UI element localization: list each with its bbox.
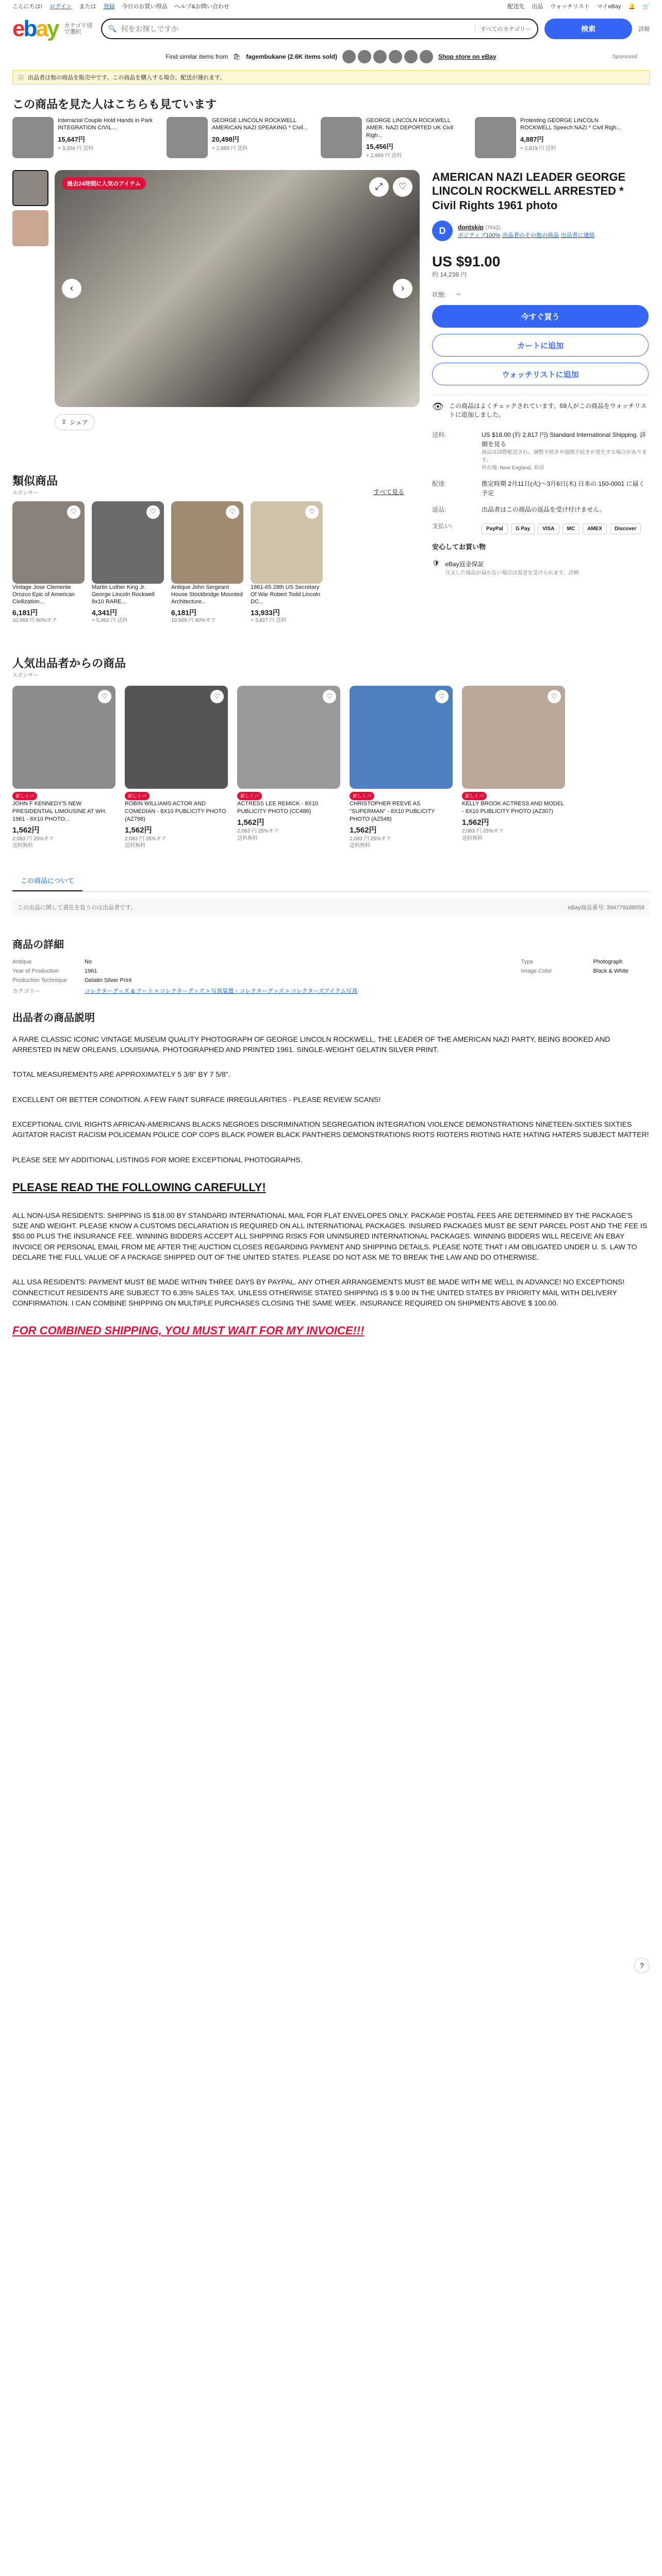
register-link[interactable]: 登録 bbox=[103, 4, 115, 10]
hot-notice: 👁 この商品はよくチェックされています。59人がこの商品をウォッチリストに追加しました。 bbox=[432, 395, 649, 419]
watch-button[interactable]: ウォッチリストに追加 bbox=[432, 363, 649, 385]
heart-icon[interactable]: ♡ bbox=[323, 690, 336, 703]
search-category-select[interactable]: すべてのカテゴリー bbox=[475, 25, 531, 33]
desc-p3: EXCELLENT OR BETTER CONDITION. A FEW FAINT SURFACE IRREGULARITIES - PLEASE REVIEW SCANS! bbox=[12, 1095, 381, 1104]
advanced-search-link[interactable]: 詳細 bbox=[638, 26, 650, 32]
heart-icon[interactable]: ♡ bbox=[67, 505, 80, 519]
seller-feedback[interactable]: ポジティブ100% bbox=[458, 232, 501, 239]
tab-bar bbox=[12, 870, 650, 892]
list-item[interactable]: ♡ 新しくバ CHRISTOPHER REEVE AS "SUPERMAN" - 8X10 PUBLICITY PHOTO (AZ548) 1,562円 2,083 円 25%オフ 送料無料 bbox=[350, 686, 453, 850]
desc-p5: PLEASE SEE MY ADDITIONAL LISTINGS FOR MORE EXCEPTIONAL PHOTOGRAPHS. bbox=[12, 1155, 303, 1164]
table-row: Antique No Type Photograph bbox=[12, 958, 623, 965]
similar-sponsored: スポンサー bbox=[12, 490, 38, 496]
desc-p2: TOTAL MEASUREMENTS ARE APPROXIMATELY 5 3/8" BY 7 5/8". bbox=[12, 1070, 230, 1079]
list-item[interactable]: GEORGE LINCOLN ROCKWELL AMERICAN NAZI SPEAKING * Civil... 20,498円 + 2,889 円 送料 bbox=[167, 117, 313, 159]
heart-icon[interactable]: ♡ bbox=[393, 177, 412, 197]
spec-table bbox=[12, 957, 650, 996]
desc-p1: A RARE CLASSIC ICONIC VINTAGE MUSEUM QUALITY PHOTOGRAPH OF GEORGE LINCOLN ROCKWELL, THE LEADER OF THE AMERICAN NAZI PARTY, BEING BOOKED AND ARRESTED IN NEW ORLEANS, LOUISIANA. PHOTOGRAPHED AND PRINTED 1961. SINGLE-WEIGHT GELATIN SILVER PRINT. bbox=[12, 1035, 610, 1054]
list-item[interactable]: Interracial Couple Hold Hands in Park INTEGRATION CIVIL... 15,647円 + 3,204 円 送料 bbox=[12, 117, 159, 159]
spec-title: 商品の詳細 bbox=[12, 939, 64, 951]
popular-sponsored: スポンサー bbox=[12, 672, 38, 679]
seller-other-items[interactable]: 出品者のその他の商品 bbox=[502, 232, 559, 239]
share-button[interactable]: ⇪ シェア bbox=[55, 414, 95, 430]
see-all-link[interactable]: すべて見る bbox=[373, 488, 404, 496]
price: US $91.00 bbox=[432, 253, 501, 270]
search-icon: 🔍 bbox=[108, 25, 117, 32]
help-link[interactable]: ヘルプ&お問い合わせ bbox=[174, 4, 229, 10]
item-image[interactable] bbox=[475, 117, 516, 158]
gpay-icon: G Pay bbox=[511, 523, 535, 534]
table-row: Production Technique Gelatin Silver Print bbox=[12, 977, 132, 984]
thumbnail-1[interactable] bbox=[12, 170, 48, 206]
list-item[interactable]: ♡ 新しくバ JOHN F KENNEDY'S NEW PRESIDENTIAL LIMOUSINE AT WH. 1961 - 8X10 PHOTO... 1,562円 2,083 円 25%オフ 送料無料 bbox=[12, 686, 115, 850]
condition-row: 状態: -- bbox=[432, 290, 461, 299]
popular-tag: 過去24時間に人気のアイテム bbox=[62, 177, 146, 190]
popular-section bbox=[12, 655, 650, 850]
heart-icon[interactable]: ♡ bbox=[98, 690, 111, 703]
cart-icon[interactable]: 🛒 bbox=[642, 3, 650, 10]
next-arrow-icon[interactable]: › bbox=[393, 279, 412, 298]
heart-icon[interactable]: ♡ bbox=[146, 505, 160, 519]
popular-title: 人気出品者からの商品 bbox=[12, 656, 126, 670]
list-item[interactable]: ♡ 新しくバ KELLY BROOK ACTRESS AND MODEL - 8X10 PUBLICITY PHOTO (AZ307) 1,562円 2,083 円 25%オフ 送料無料 bbox=[462, 686, 565, 850]
list-item[interactable]: Protesting GEORGE LINCOLN ROCKWELL Speech NAZI * Civil Righ... 4,887円 + 2,819 円 送料 bbox=[475, 117, 622, 159]
seller-name[interactable]: dontskip bbox=[458, 223, 484, 231]
expand-icon[interactable]: ⤢ bbox=[369, 177, 389, 197]
similar-title: 類似商品 bbox=[12, 474, 58, 487]
top-utility-bar bbox=[0, 0, 662, 12]
product-info-panel bbox=[432, 170, 649, 624]
watchlist-link[interactable]: ウォッチリスト bbox=[550, 4, 590, 10]
list-item[interactable]: ♡ Antique John Sergeant House Stockbridge Mounted Architecture... 6,181円 10,569 円 40%オフ bbox=[171, 501, 243, 624]
thumbnail-2[interactable] bbox=[12, 210, 48, 246]
seller-box bbox=[432, 221, 649, 241]
list-item[interactable]: GEORGE LINCOLN ROCKWELL AMER. NAZI DEPORTED UK Civil Righ... 15,456円 + 2,889 円 送料 bbox=[321, 117, 468, 159]
paypal-icon: PayPal bbox=[482, 523, 508, 534]
notice-bar bbox=[12, 70, 650, 84]
add-cart-button[interactable]: カートに追加 bbox=[432, 334, 649, 357]
image-gallery bbox=[12, 170, 420, 407]
similar-section bbox=[12, 461, 404, 624]
money-back: 🛡 eBay返金保証 注文した商品が届かない場合は返金を受けられます。詳細 bbox=[432, 560, 579, 577]
or-text: または bbox=[79, 4, 96, 10]
share-icon: ⇪ bbox=[61, 418, 67, 426]
item-number: eBay商品番号: 394779188558 bbox=[568, 904, 644, 911]
list-item[interactable]: ♡ 新しくバ ROBIN WILLIAMS ACTOR AND COMEDIAN - 8X10 PUBLICITY PHOTO (AZ798) 1,562円 2,083 円 25%オフ 送料無料 bbox=[125, 686, 228, 850]
description bbox=[12, 1011, 650, 1339]
header bbox=[0, 12, 662, 45]
mastercard-icon: MC bbox=[562, 523, 580, 534]
meta-row: この出品に関して責任を負うのは出品者です。 eBay商品番号: 394779188558 bbox=[12, 899, 650, 916]
sell-link[interactable]: 出品 bbox=[532, 4, 543, 10]
description-title: 出品者の商品説明 bbox=[12, 1012, 95, 1024]
spec-section bbox=[12, 936, 650, 996]
search-input[interactable] bbox=[121, 25, 471, 33]
shop-store-link[interactable]: Shop store on eBay bbox=[438, 53, 496, 60]
main-image[interactable] bbox=[55, 170, 420, 407]
tab-about[interactable]: この商品について bbox=[12, 870, 82, 891]
payment-methods bbox=[482, 523, 641, 534]
shipping-value: US $18.00 (約 2,817 円) Standard International Shipping. 詳細を見る bbox=[482, 431, 646, 448]
delivery-value: 推定時期 2月11日(火)〜3月6日(木) 日本の 150-0001 に届く予定 bbox=[482, 480, 645, 497]
item-image[interactable] bbox=[167, 117, 208, 158]
greeting-text: こんにちは! bbox=[12, 4, 43, 10]
desc-p4: EXCEPTIONAL CIVIL RIGHTS AFRICAN-AMERICANS BLACKS NEGROES DISCRIMINATION SEGREGATION INTEGRATION VIOLENCE DEMONSTRATIONS NINETEEN-SIXTIES SIXTIES AGITATOR RACIST RACISM POLICEMAN POLICE COP COPS BLACK POWER BLACK PANTHERS DEMONSTRATIONS RIOTS RIOTERS RIOTING HATE HATING HATERS SUBJECT MATTER! bbox=[12, 1120, 649, 1139]
help-icon[interactable]: ? bbox=[634, 1958, 650, 1973]
heart-icon[interactable]: ♡ bbox=[548, 690, 561, 703]
visa-icon: VISA bbox=[538, 523, 559, 534]
bell-icon[interactable]: 🔔 bbox=[628, 3, 636, 10]
heart-icon[interactable]: ♡ bbox=[226, 505, 239, 519]
returns-value: 出品者はこの商品の返品を受け付けません。 bbox=[482, 506, 606, 514]
table-row: Year of Production 1961 Image Color Black & White bbox=[12, 968, 628, 974]
desc-p6: ALL NON-USA RESIDENTS: SHIPPING IS $18.00 BY STANDARD INTERNATIONAL MAIL FOR FLAT ENVELOPES ONLY. PACKAGE POSTAL FEES ARE DETERMINED BY THE PACKAGE'S SIZE AND WEIGHT. PLEASE KNOW A CUSTOMS DECLARATION IS REQUIRED ON ALL INTERNATIONAL PACKAGES. INSURED PACKAGES MUST BE SENT PARCEL POST AND THE FEE IS $50.00 PLUS THE INSURANCE FEE. WINNING BIDDERS ACCEPT ALL SHIPPING RISKS FOR UNINSURED INTERNATIONAL PACKAGES. WINNING BIDDERS WILL RECEIVE AN EBAY INVOICE OR PERSONAL EMAIL FROM ME AFTER THE AUCTION CLOSES REGARDING PAYMENT AND SHIPPING DETAILS. PLEASE NOTE THAT I AM OBLIGATED UNDER U. S. LAW TO DECLARE THE FULL VALUE OF A PACKAGE SHIPPED OUT OF THE UNITED STATES. PLEASE DO NOT ASK ME TO BREAK THE LAW AND DO OTHERWISE. bbox=[12, 1211, 648, 1262]
seen-items bbox=[12, 117, 650, 159]
heart-icon[interactable]: ♡ bbox=[435, 690, 449, 703]
seller-count: (7642) bbox=[485, 225, 501, 231]
discover-icon: Discover bbox=[610, 523, 641, 534]
list-item[interactable]: ♡ 新しくバ ACTRESS LEE REMICK - 8X10 PUBLICITY PHOTO (CC486) 1,562円 2,083 円 25%オフ 送料無料 bbox=[237, 686, 340, 850]
banner-text: Find similar items from bbox=[166, 53, 228, 60]
banner-thumbs[interactable] bbox=[342, 50, 433, 63]
notice-text: 出品者は他の商品を販売中です。この商品を購入する場合、配送が遅れます。 bbox=[28, 75, 226, 81]
seller-contact[interactable]: 出品者に連絡 bbox=[560, 232, 595, 239]
price-jpy: 約 14,238 円 bbox=[432, 271, 467, 279]
safe-title: 安心してお買い物 bbox=[432, 543, 486, 551]
amex-icon: AMEX bbox=[583, 523, 607, 534]
signin-link[interactable]: ログイン bbox=[49, 4, 72, 10]
prev-arrow-icon[interactable]: ‹ bbox=[62, 279, 81, 298]
list-item[interactable]: ♡ Vintage Jose Clemente Orozco Epic of American Civilization... 6,181円 10,569 円 60%オフ bbox=[12, 501, 85, 624]
table-row: カテゴリー コレクターグッズ & アート > コレクターグッズ > 写真装置・コレクターグッズ > コレクターズアイテム写真 bbox=[12, 988, 358, 994]
item-image[interactable] bbox=[321, 117, 362, 158]
shield-icon: 🛡 bbox=[432, 560, 440, 567]
info-icon: ⓘ bbox=[18, 75, 24, 81]
eye-icon: 👁 bbox=[432, 401, 444, 412]
desc-p7: ALL USA RESIDENTS: PAYMENT MUST BE MADE WITHIN THREE DAYS BY PAYPAL. ANY OTHER ARRANGEMENTS MUST BE MADE WITH ME WELL IN ADVANCE! NO EXCEPTIONS! CONNECTICUT RESIDENTS ARE SUBJECT TO 6.35% SALES TAX. UNLESS OTHERWISE STATED SHIPPING IS $ 9.00 IN THE UNITED STATES BY PRIORITY MAIL WITH DELIVERY CONFIRMATION. I CAN COMBINE SHIPPING ON MULTIPLE PURCHASES CLOSING THE SAME WEEK. INSURANCE REQUIRED ON SHIPMENTS ABOVE $ 100.00. bbox=[12, 1278, 625, 1307]
list-item[interactable]: ♡ Martin Luther King Jr. George Lincoln Rockwell 8x10 RARE... 4,341円 + 5,062 円 送料 bbox=[92, 501, 164, 624]
avatar[interactable]: D bbox=[432, 221, 453, 241]
ebay-logo[interactable]: ebay bbox=[12, 16, 58, 41]
desc-heading: PLEASE READ THE FOLLOWING CAREFULLY! bbox=[12, 1180, 266, 1194]
desc-red: FOR COMBINED SHIPPING, YOU MUST WAIT FOR MY INVOICE!!! bbox=[12, 1324, 365, 1337]
item-image[interactable] bbox=[12, 117, 54, 158]
deals-link[interactable]: 今日のお買い得品 bbox=[122, 4, 168, 10]
search-button[interactable]: 検索 bbox=[544, 19, 632, 39]
heart-icon[interactable]: ♡ bbox=[210, 690, 224, 703]
list-item[interactable]: ♡ 1861-65 28th US Secretary Of War Robert Todd Lincoln DC... 13,933円 + 3,827 円 送料 bbox=[251, 501, 323, 624]
banner-seller[interactable]: fagembukane (2.6K items sold) bbox=[246, 53, 337, 60]
seen-section-title: この商品を見た人はこちらも見ています bbox=[12, 98, 217, 111]
category-button[interactable]: カテゴリ別で選択 bbox=[64, 22, 92, 35]
shipto-link[interactable]: 配送先 bbox=[507, 4, 525, 10]
sponsored-label: Sponsored bbox=[612, 54, 637, 60]
seller-banner bbox=[12, 48, 650, 65]
myebay-link[interactable]: マイeBay bbox=[597, 4, 621, 10]
buy-now-button[interactable]: 今すぐ買う bbox=[432, 305, 649, 328]
product-title: AMERICAN NAZI LEADER GEORGE LINCOLN ROCKWELL ARRESTED * Civil Rights 1961 photo bbox=[432, 170, 626, 212]
heart-icon[interactable]: ♡ bbox=[305, 505, 319, 519]
thumbnail-column bbox=[12, 170, 48, 407]
search-bar bbox=[101, 19, 538, 39]
seller-logo-icon: 🛍 bbox=[233, 53, 241, 60]
shipping-info: 送料: US $18.00 (約 2,817 円) Standard International Shipping. 詳細を見る 商品は国際配送され、調整手続きや通関手続きが発生する場合があります。 所在地: New England, 米国 配達: 推定時期 2月11日(火)〜3月6日(木) 日本の 150-0001 に届く予定 返品: 出品者はこの商品の返品を受け付けません。 支払い: PayPal G Pay VISA MC AMEX Discover bbox=[432, 430, 649, 534]
